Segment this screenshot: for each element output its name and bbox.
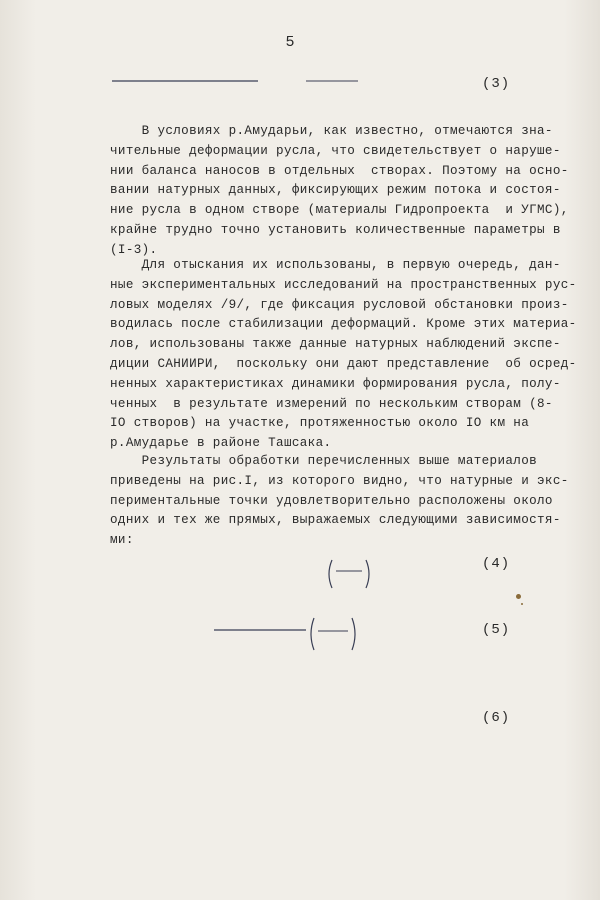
equation-3 — [0, 62, 600, 122]
eq3-exp2: x₃ — [430, 65, 439, 75]
paragraph-3-line: ми: — [110, 533, 134, 548]
paragraph-1-line: вании натурных данных, фиксирующих режим потока и состоя- — [110, 183, 561, 198]
eq4-lhs: B = 3,0(1+3ρ — [198, 565, 288, 580]
equation-6-number: (6) — [482, 710, 511, 726]
eq3-exp1: 2,5 — [404, 65, 419, 75]
eq5-close-paren-stroke — [352, 618, 355, 650]
paragraph-2-line: ченных в результате измерений по нескольким створам (8- — [110, 396, 553, 411]
equation-3-formula — [110, 62, 470, 112]
eq6-close-paren: ) — [292, 711, 298, 726]
eq3-equals-a3: = A₃[ — [260, 75, 295, 90]
eq3-lhs-numerator: V — [166, 65, 176, 80]
equation-6-formula — [176, 694, 436, 744]
eq6-exp-q: 0,2 — [333, 705, 348, 715]
eq5-coef-denominator: (1+3ρ²⁄³)⁰·⁷⁵ — [214, 637, 274, 648]
equation-4 — [0, 548, 600, 608]
equation-4-formula — [198, 548, 438, 598]
eq6-exp-a: 2/3 — [274, 703, 289, 713]
paragraph-2-line: IO створов) на участке, протяженностью около IO км на — [110, 416, 530, 431]
paragraph-3-line: периментальные точки удовлетворительно расположены около — [110, 493, 553, 508]
ink-spot — [516, 594, 521, 599]
eq6-gi: (gi) — [352, 713, 375, 728]
equation-3-number: (3) — [482, 76, 511, 92]
eq6-q: Q — [322, 713, 333, 728]
eq5-coef-numerator: 0,15 — [238, 616, 261, 627]
eq3-close-bracket: ] — [422, 72, 428, 90]
paragraph-3-line: Результаты обработки перечисленных выше материалов — [110, 454, 538, 468]
page-number: 5 — [285, 34, 295, 51]
paragraph-2-line: ловых моделях /9/, где фиксация русловой обстановки произ- — [110, 297, 569, 312]
paragraph-2-line: лов, использованы также данные натурных наблюдений экспе- — [110, 337, 561, 352]
eq4-close-paren: ) — [302, 565, 308, 580]
paragraph-1-line: крайне трудно точно установить количественные параметры в — [110, 222, 561, 237]
equation-5-number: (5) — [482, 622, 511, 638]
eq4-close-paren-stroke — [366, 560, 369, 588]
paragraph-1-line: нии баланса наносов в отдельных створах. Поэтому на осно- — [110, 163, 569, 178]
eq5-open-paren-stroke — [311, 618, 314, 650]
paragraph-1-line: (I-3). — [110, 242, 158, 257]
equation-5 — [0, 608, 600, 668]
eq4-open-paren-stroke — [329, 560, 332, 588]
eq5-end: , — [374, 627, 379, 642]
paragraph-2 — [110, 256, 577, 454]
eq4-end: , — [388, 567, 393, 582]
eq5-frac-numerator: Q — [328, 616, 338, 629]
eq5-lhs: h = — [186, 625, 210, 640]
paragraph-1 — [110, 122, 569, 261]
paragraph-3-line: одних и тех же прямых, выражаемых следующими зависимостя- — [110, 513, 561, 528]
paragraph-2-line: ные экспериментальных исследований на пространственных рус- — [110, 277, 577, 292]
paragraph-3-line: приведены на рис.I, из которого видно, что натурные и экс- — [110, 473, 569, 488]
paragraph-2-line: диции САНИИРИ, поскольку они дают представление об осред- — [110, 356, 577, 371]
eq3-paren: (i/α) — [362, 75, 390, 90]
eq3-lhs-denominator: √gαd′(1+3ρ²⁄³)⁰·²⁵ — [112, 87, 218, 101]
paragraph-2-line: р.Амударье в районе Ташсака. — [110, 436, 332, 451]
eq5-exp: 0,4 — [358, 611, 373, 621]
eq6-lhs: V = 2,25(1+3ρ — [176, 711, 274, 726]
paragraph-2-line: ненных характеристиках динамики формирования русла, полу- — [110, 376, 561, 391]
eq4-exp-c: 0,4 — [372, 551, 387, 561]
paragraph-1-line: чительные деформации русла, что свидетельствует о наруше- — [110, 143, 561, 158]
paragraph-2-line: водилась после стабилизации деформаций. Кроме этих материа- — [110, 317, 577, 332]
eq4-frac-numerator: Q — [344, 556, 354, 569]
equation-6 — [0, 694, 600, 754]
eq3-frac-numerator: Q — [322, 66, 332, 79]
paragraph-2-line: Для отыскания их использованы, в первую очередь, дан- — [110, 258, 561, 272]
eq3-frac-denominator: α²√gαi — [306, 87, 340, 98]
eq6-exp-gi: 0,4 — [382, 703, 397, 713]
eq5-frac-denominator: √gi — [320, 637, 336, 648]
eq6-exp-b: 0,25 — [299, 701, 320, 711]
eq4-exp-b: 0,5 — [309, 557, 324, 567]
paragraph-1-line: В условиях р.Амударьи, как известно, отмечаются зна- — [110, 124, 553, 138]
ink-spot — [521, 603, 523, 605]
equation-4-number: (4) — [482, 556, 511, 572]
paragraph-3 — [110, 452, 569, 551]
paragraph-1-line: ние русла в одном створе (материалы Гидропроекта и УГМС), — [110, 203, 569, 218]
equation-5-formula — [186, 608, 436, 664]
eq4-frac-denominator: √gi — [336, 577, 352, 588]
eq3-end: . — [444, 77, 449, 92]
eq6-end: . — [402, 713, 407, 728]
eq4-exp-a: 2/3 — [284, 559, 299, 569]
